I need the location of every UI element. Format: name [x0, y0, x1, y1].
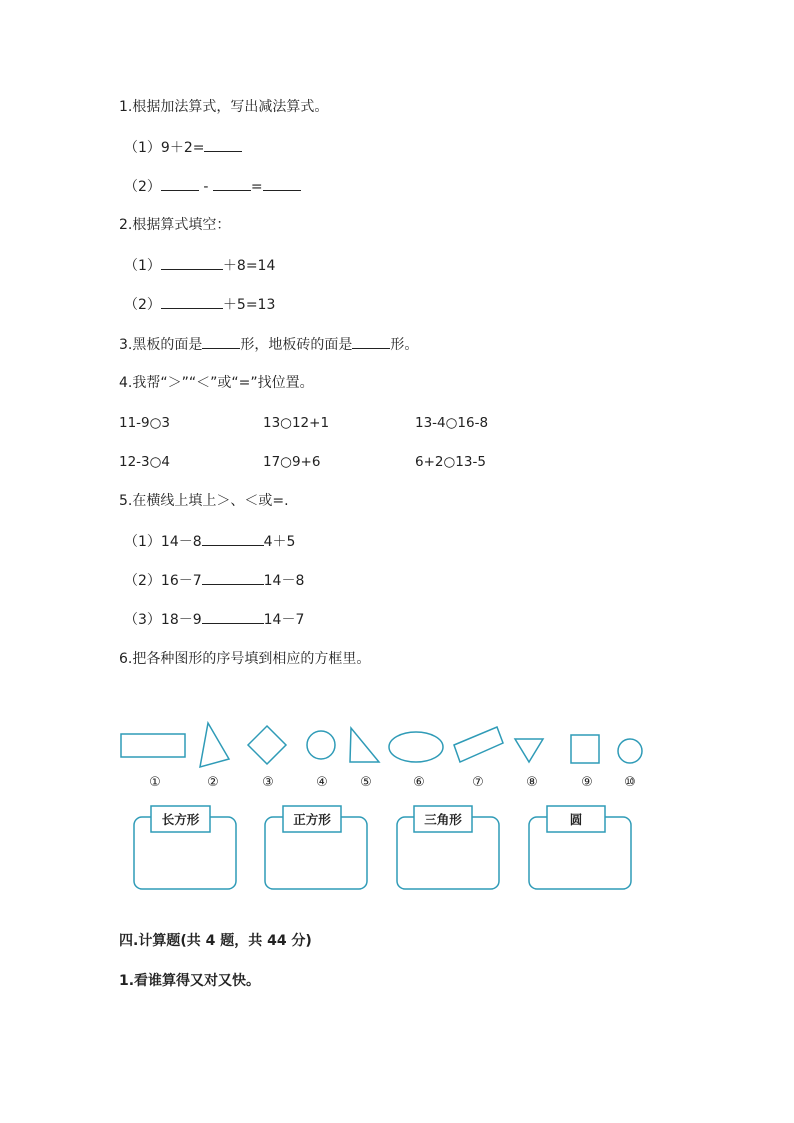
inverted-triangle-shape: [515, 739, 543, 762]
sort-box-label: 正方形: [293, 812, 331, 827]
q2-part1-prefix: （1）: [124, 258, 161, 274]
shape-number: ③: [262, 775, 274, 790]
shape-number: ⑦: [472, 775, 484, 790]
q2-part2-suffix: ＋5=13: [222, 297, 276, 313]
minus-sign: -: [198, 179, 213, 195]
equals-sign: =: [250, 179, 263, 195]
sort-box-label: 圆: [569, 812, 583, 827]
small-circle-shape: [618, 739, 642, 763]
square-shape: [571, 735, 599, 763]
q5-row-left: （1）14－8: [124, 534, 202, 550]
q2-part1-suffix: ＋8=14: [222, 258, 276, 274]
right-triangle-shape: [350, 728, 379, 762]
compare-item: 13-4○16-8: [415, 415, 489, 431]
q2-title: 2.根据算式填空：: [119, 217, 231, 233]
q1-part2-prefix: （2）: [124, 179, 161, 195]
sort-box-square[interactable]: [265, 806, 367, 889]
compare-item: 12-3○4: [119, 454, 171, 470]
sort-box-label: 三角形: [424, 812, 462, 827]
q3-part3: 形。: [390, 337, 419, 353]
q5-row-left: （2）16－7: [124, 573, 202, 589]
shape-number: ①: [149, 775, 161, 790]
section-title: 四.计算题(共 4 题，共 44 分): [119, 933, 312, 949]
circle-shape: [307, 731, 335, 759]
compare-item: 13○12+1: [263, 415, 330, 431]
triangle-shape: [200, 723, 229, 767]
shape-number: ⑩: [624, 775, 636, 790]
q5-row-right: 14－7: [263, 612, 305, 628]
q5-title: 5.在横线上填上＞、＜或=.: [119, 493, 289, 509]
q1-part1-text: （1）9＋2=: [124, 140, 205, 156]
sort-box-label: 长方形: [161, 812, 200, 827]
shape-number: ⑧: [526, 775, 538, 790]
q2-part2-prefix: （2）: [124, 297, 161, 313]
q6-title: 6.把各种图形的序号填到相应的方框里。: [119, 651, 371, 667]
shape-number: ④: [316, 775, 328, 790]
shape-number: ⑨: [581, 775, 593, 790]
rectangle-shape: [121, 734, 185, 757]
q4-title: 4.我帮“＞”“＜”或“=”找位置。: [119, 375, 314, 391]
shape-number: ⑤: [360, 775, 372, 790]
compare-item: 6+2○13-5: [415, 454, 486, 470]
q3-part2: 形，地板砖的面是: [240, 337, 353, 353]
tilted-rectangle-shape: [454, 727, 503, 762]
sort-box-circle[interactable]: [529, 806, 631, 889]
compare-item: 11-9○3: [119, 415, 171, 431]
sort-box-rectangle[interactable]: [134, 806, 236, 889]
ellipse-shape: [389, 732, 443, 762]
q1-title: 1.根据加法算式，写出减法算式。: [119, 99, 329, 115]
compare-item: 17○9+6: [263, 454, 321, 470]
q3-part1: 3.黑板的面是: [119, 337, 203, 353]
section-q1-title: 1.看谁算得又对又快。: [119, 973, 261, 989]
q5-row-left: （3）18－9: [124, 612, 202, 628]
q5-row-right: 4＋5: [263, 534, 296, 550]
q5-row-right: 14－8: [263, 573, 305, 589]
shape-number: ②: [207, 775, 219, 790]
shape-number: ⑥: [413, 775, 425, 790]
sort-box-triangle[interactable]: [397, 806, 499, 889]
diamond-square-shape: [248, 726, 286, 764]
